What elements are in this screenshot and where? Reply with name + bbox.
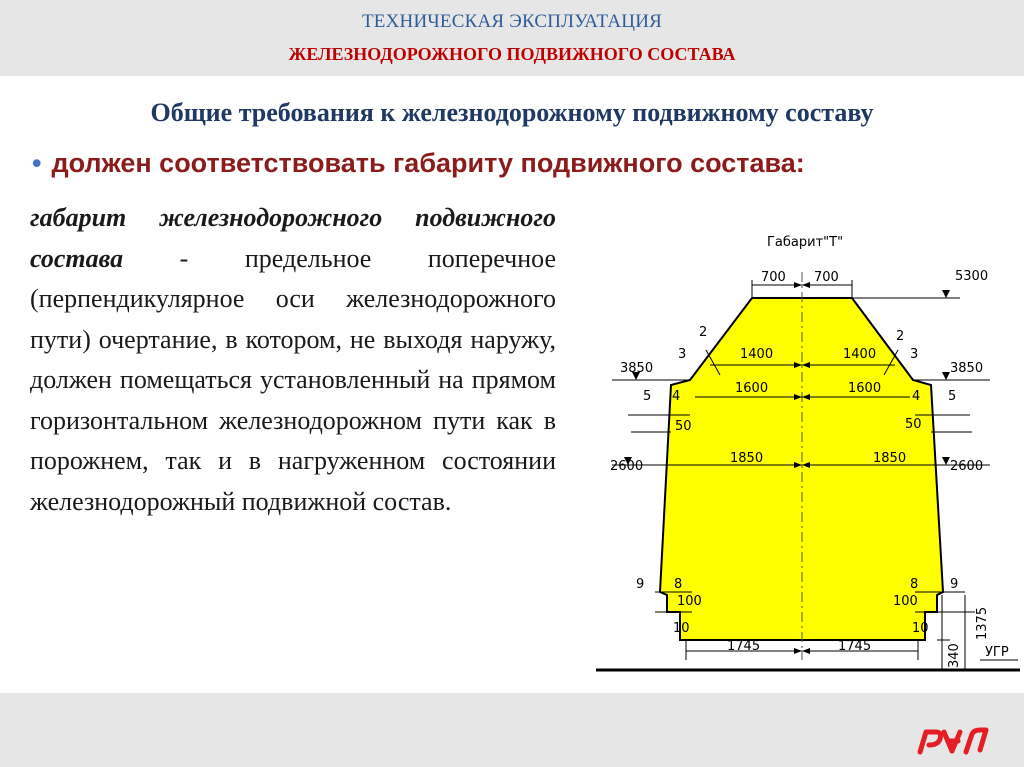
label-gauge-title: Габарит"Т"	[767, 235, 844, 250]
label-50-right: 50	[905, 417, 922, 432]
label-point-2-left: 2	[699, 325, 708, 340]
label-1600-left: 1600	[735, 381, 769, 396]
header-title-line2: ЖЕЛЕЗНОДОРОЖНОГО ПОДВИЖНОГО СОСТАВА	[288, 44, 736, 64]
label-1400-right: 1400	[843, 347, 877, 362]
label-700-right: 700	[814, 270, 839, 285]
label-1850-left: 1850	[730, 451, 764, 466]
gauge-outline-shape	[660, 298, 943, 640]
header-title-line1: ТЕХНИЧЕСКАЯ ЭКСПЛУАТАЦИЯ	[361, 11, 662, 32]
bullet-point	[32, 148, 805, 179]
label-100-left: 100	[677, 594, 702, 609]
label-1745-right: 1745	[838, 639, 872, 654]
slide-heading: Общие требования к железнодорожному подвижному составу	[150, 98, 874, 127]
label-point-10-left: 10	[673, 621, 690, 636]
label-point-9-right: 9	[950, 577, 959, 592]
label-1850-right: 1850	[873, 451, 907, 466]
label-point-5-right: 5	[948, 389, 957, 404]
label-point-10-right: 10	[912, 621, 929, 636]
label-point-8-left: 8	[674, 577, 683, 592]
definition-term: габарит железнодорожного подвижного состава	[30, 203, 556, 273]
label-point-9-left: 9	[636, 577, 645, 592]
definition-body: - предельное поперечное (перпендикулярное оси железнодорожного пути) очертание, в котором, не выходя наружу, должен помещаться установленный на прямом горизонтальном железнодорожном пути как в порожнем, так и в нагруженном состоянии железнодорожный подвижной состав.	[30, 243, 556, 516]
label-point-3-left: 3	[678, 347, 687, 362]
label-700-left: 700	[761, 270, 786, 285]
rzd-logo-icon	[914, 724, 992, 756]
label-point-4-right: 4	[912, 389, 921, 404]
label-1375: 1375	[975, 606, 990, 640]
label-3850-left: 3850	[620, 361, 654, 376]
label-point-4-left: 4	[672, 389, 681, 404]
label-50-left: 50	[675, 419, 692, 434]
label-5300: 5300	[955, 269, 989, 284]
label-1400-left: 1400	[740, 347, 774, 362]
definition-paragraph	[30, 198, 556, 522]
label-point-2-right: 2	[896, 329, 905, 344]
gauge-t-diagram	[594, 226, 1024, 678]
label-point-5-left: 5	[643, 389, 652, 404]
label-340: 340	[947, 643, 962, 668]
label-ugr: УГР	[985, 645, 1009, 660]
label-2600-left: 2600	[610, 459, 644, 474]
label-1745-left: 1745	[727, 639, 761, 654]
label-point-3-right: 3	[910, 347, 919, 362]
bullet-text: должен соответствовать габариту подвижного состава:	[51, 148, 805, 178]
label-3850-right: 3850	[950, 361, 984, 376]
label-2600-right: 2600	[950, 459, 984, 474]
label-1600-right: 1600	[848, 381, 882, 396]
footer-band	[0, 693, 1024, 767]
label-100-right: 100	[893, 594, 918, 609]
label-point-8-right: 8	[910, 577, 919, 592]
bullet-dot-icon: •	[32, 148, 42, 178]
